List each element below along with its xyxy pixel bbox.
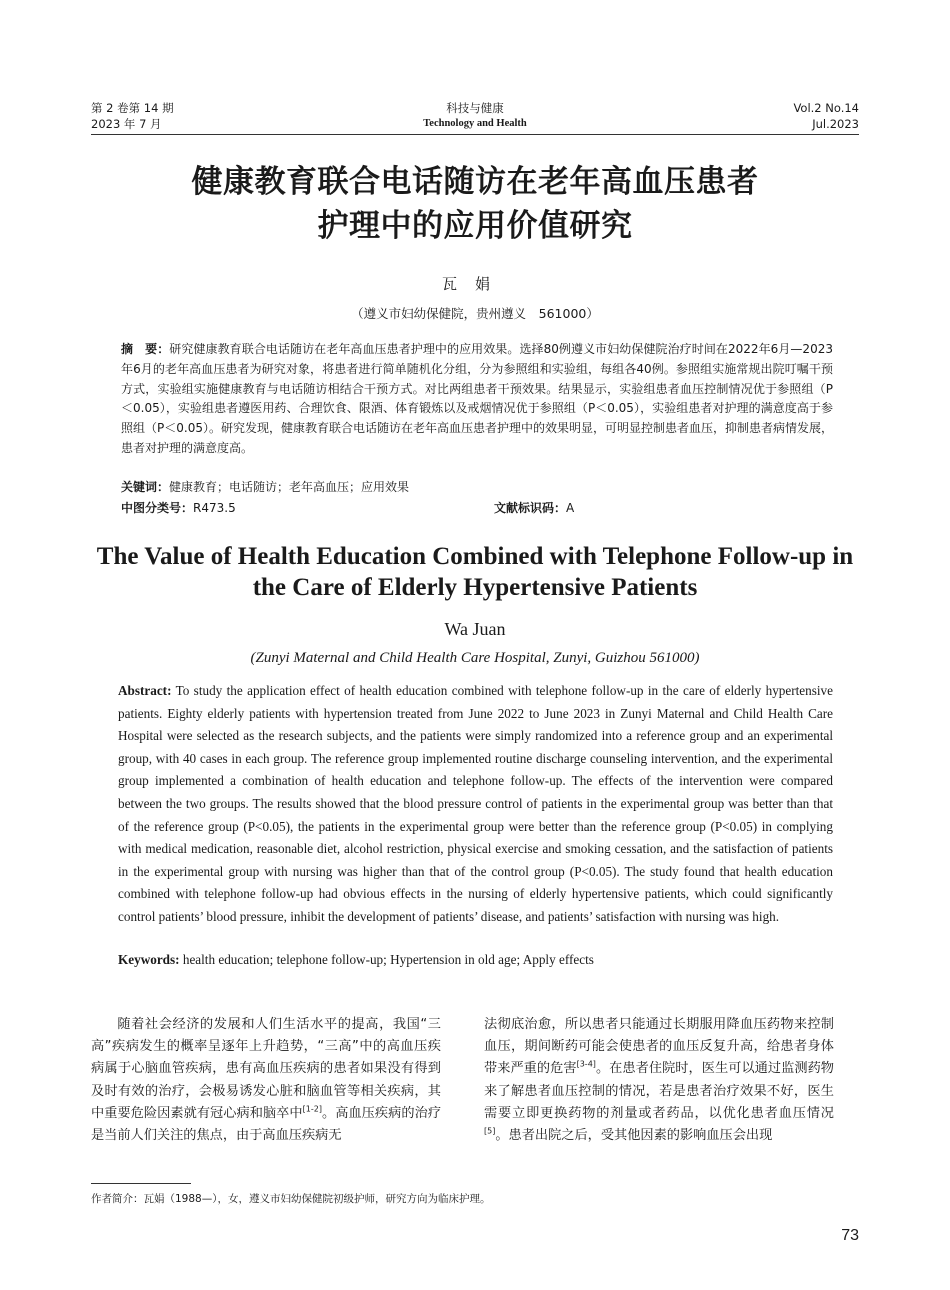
cn-abstract-text: 研究健康教育联合电话随访在老年高血压患者护理中的应用效果。选择80例遵义市妇幼保健院治疗时间在2022年6月—2023年6月的老年高血压患者为研究对象，将患者进行简单随机化分组，分为参照组和实验组，每组各40例。参照组实施常规出院叮嘱干预方式，实验组实施健康教育与电话随访相结合干预方式。对比两组患者干预效果。结果显示，实验组患者血压控制情况优于参照组（P＜0.05），实验组患者遵医用药、合理饮食、限酒、体育锻炼以及戒烟情况优于参照组（P＜0.05），实验组患者对护理的满意度高于参照组（P＜0.05）。研究发现，健康教育联合电话随访在老年高血压患者护理中的效果明显，可明显控制患者血压，抑制患者病情发展，患者对护理的满意度高。 — [121, 342, 833, 455]
cn-abstract-label: 摘 要： — [121, 342, 170, 356]
header-month: Jul.2023 — [812, 117, 859, 131]
body-right-text1: 法彻底治愈，所以患者只能通过长期服用降血压药物来控制血压，期间断药可能会使患者的血压反复升高，给患者身体带来严重的危害 — [484, 1017, 834, 1077]
body-paragraph — [91, 1014, 441, 1147]
en-title — [0, 541, 950, 603]
en-author: Wa Juan — [444, 619, 506, 639]
body-left-text2: 。高血压疾病的治疗是当前人们关注的焦点，由于高血压疾病无 — [91, 1105, 441, 1144]
cn-keywords — [121, 478, 833, 497]
en-affiliation: (Zunyi Maternal and Child Health Care Hospital, Zunyi, Guizhou 561000) — [250, 650, 700, 666]
citation: [5] — [484, 1126, 496, 1136]
body-column-left — [91, 1014, 441, 1147]
author-footnote: 作者简介：瓦娟（1988—），女，遵义市妇幼保健院初级护师，研究方向为临床护理。 — [91, 1193, 491, 1205]
cn-title — [0, 160, 950, 248]
body-right-text2: 。在患者住院时，医生可以通过监测药物来了解患者血压控制的情况，若是患者治疗效果不好，医生需要立即更换药物的剂量或者药品，以优化患者血压情况 — [484, 1061, 834, 1121]
cn-class-value: R473.5 — [193, 501, 236, 515]
cn-doc-value: A — [566, 501, 575, 515]
en-abstract — [118, 680, 833, 929]
citation: [3-4] — [576, 1060, 596, 1070]
header-vol-no: Vol.2 No.14 — [793, 101, 859, 115]
en-abstract-label: Abstract: — [118, 683, 172, 698]
cn-abstract — [121, 340, 833, 459]
footnote-rule — [91, 1183, 191, 1184]
body-right-text3: 。患者出院之后，受其他因素的影响血压会出现 — [495, 1128, 773, 1144]
citation: [1-2] — [302, 1104, 322, 1114]
header-journal-en: Technology and Health — [423, 118, 527, 129]
cn-document-code — [494, 499, 574, 518]
cn-keywords-text: 健康教育；电话随访；老年高血压；应用效果 — [169, 480, 410, 494]
body-column-right — [484, 1014, 834, 1147]
en-keywords-label: Keywords: — [118, 952, 180, 967]
header-rule — [91, 134, 859, 135]
cn-affiliation: （遵义市妇幼保健院，贵州遵义 561000） — [351, 306, 599, 321]
cn-class-label: 中图分类号： — [121, 501, 194, 515]
cn-title-line2: 护理中的应用价值研究 — [317, 208, 633, 244]
en-keywords — [118, 949, 833, 971]
header-vol — [793, 100, 859, 132]
body-left-text: 随着社会经济的发展和人们生活水平的提高，我国“三高”疾病发生的概率呈逐年上升趋势，“三高”中的高血压疾病属于心脑血管疾病，患有高血压疾病的患者如果没有得到及时有效的治疗，会极易诱发心脏和脑血管等相关疾病，其中重要危险因素就有冠心病和脑卒中 — [91, 1017, 441, 1121]
page-number: 73 — [841, 1227, 859, 1244]
body-paragraph — [484, 1014, 834, 1147]
cn-classification — [121, 499, 236, 518]
header-journal-cn: 科技与健康 — [446, 101, 504, 115]
header-volume-issue: 第 2 卷第 14 期 — [91, 101, 174, 115]
cn-author: 瓦娟 — [441, 275, 508, 293]
cn-keywords-label: 关键词： — [121, 480, 170, 494]
en-abstract-text: To study the application effect of health education combined with telephone follow-up in the care of elderly hypertensive patients. Eighty elderly patients with hypertension treated from June 2022 to June 2023 in Zunyi Maternal and Child Health Care Hospital were selected as the research subjects, and the patients were simply randomized into a reference group and an experimental group, with 40 cases in each group. The reference group implemented routine discharge counseling intervention, and the experimental group implemented a combination of health education and telephone follow-up. The effects of the intervention were compared between the two groups. The results showed that the blood pressure control of patients in the experimental group was better than that of the reference group (P<0.05), the patients in the experimental group were better than the reference group (P<0.05) in complying with medical medication, reasonable diet, alcohol restriction, physical exercise and smoking cessation, and the satisfaction of patients in the experimental group with nursing was higher than that of the control group (P<0.05). The study found that health education combined with telephone follow-up had obvious effects in the nursing of elderly hypertensive patients, which could significantly control patients’ blood pressure, inhibit the development of patients’ disease, and patients’ satisfaction with nursing was high. — [118, 683, 833, 924]
cn-title-line1: 健康教育联合电话随访在老年高血压患者 — [191, 164, 759, 200]
en-title-line1: The Value of Health Education Combined with Telephone Follow-up in — [96, 543, 854, 570]
header-date: 2023 年 7 月 — [91, 117, 162, 131]
cn-doc-label: 文献标识码： — [494, 501, 567, 515]
en-keywords-text: health education; telephone follow-up; Hypertension in old age; Apply effects — [182, 952, 594, 967]
en-title-line2: the Care of Elderly Hypertensive Patients — [252, 574, 698, 601]
